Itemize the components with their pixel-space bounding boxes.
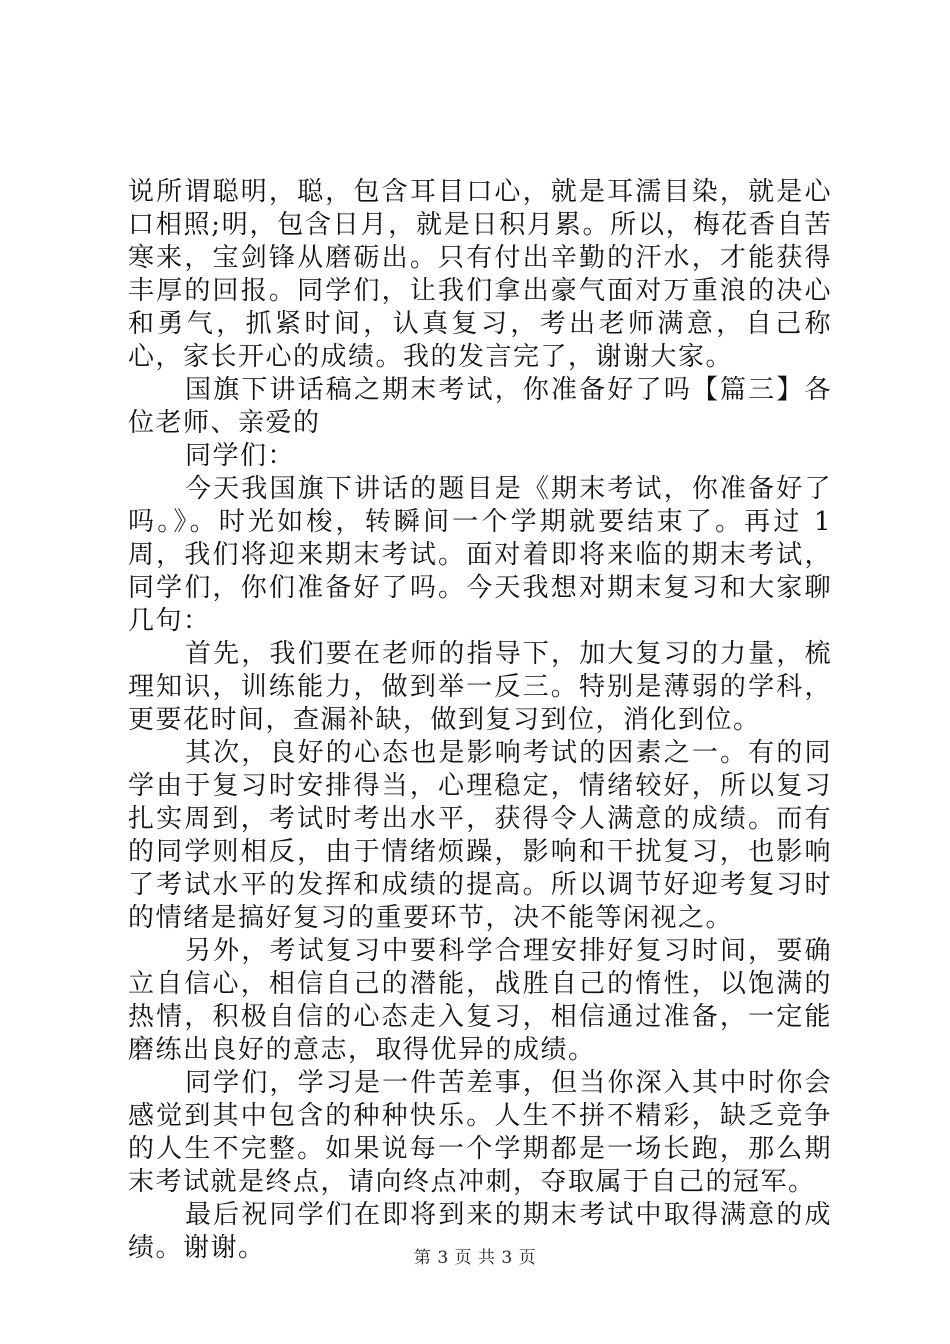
paragraph-salutation: 同学们：: [185, 441, 296, 471]
paragraph-intro: 今天我国旗下讲话的题目是《期末考试，你准备好了吗。》。时光如梭，转瞬间一个学期就要结束了。再过 1 周，我们将迎来期末考试。面对着即将来临的期末考试，同学们，你们准备好了吗。今天我想对期末复习和大家聊几句：: [128, 474, 832, 636]
paragraph-continuation: 说所谓聪明，聪，包含耳目口心，就是耳濡目染，就是心口相照;明，包含日月，就是日积月累。所以，梅花香自苦寒来，宝剑锋从磨砺出。只有付出辛勤的汗水，才能获得丰厚的回报。同学们，让我们拿出豪气面对万重浪的决心和勇气，抓紧时间，认真复习，考出老师满意，自己称心，家长开心的成绩。我的发言完了，谢谢大家。: [128, 177, 832, 372]
paragraph-first: 首先，我们要在老师的指导下，加大复习的力量，梳理知识，训练能力，做到举一反三。特别是薄弱的学科，更要花时间，查漏补缺，做到复习到位，消化到位。: [128, 639, 832, 735]
paragraph-closing: 最后祝同学们在即将到来的期末考试中取得满意的成绩。谢谢。: [128, 1200, 832, 1263]
document-body: [128, 176, 832, 1265]
paragraph-second: 其次，良好的心态也是影响考试的因素之一。有的同学由于复习时安排得当，心理稳定，情绪较好，所以复习扎实周到，考试时考出水平，获得令人满意的成绩。而有的同学则相反，由于情绪烦躁，影响和干扰复习，也影响了考试水平的发挥和成绩的提高。所以调节好迎考复习时的情绪是搞好复习的重要环节，决不能等闲视之。: [128, 738, 832, 933]
page-footer: 第 3 页 共 3 页: [413, 1248, 537, 1268]
paragraph-section-heading: 国旗下讲话稿之期末考试，你准备好了吗【篇三】各位老师、亲爱的: [128, 375, 832, 438]
paragraph-third: 另外，考试复习中要科学合理安排好复习时间，要确立自信心，相信自己的潜能，战胜自己的惰性，以饱满的热情，积极自信的心态走入复习，相信通过准备，一定能磨练出良好的意志，取得优异的成绩。: [128, 936, 832, 1065]
paragraph-fourth: 同学们，学习是一件苦差事，但当你深入其中时你会感觉到其中包含的种种快乐。人生不拼不精彩，缺乏竞争的人生不完整。如果说每一个学期都是一场长跑，那么期末考试就是终点，请向终点冲刺，夺取属于自己的冠军。: [128, 1068, 832, 1197]
